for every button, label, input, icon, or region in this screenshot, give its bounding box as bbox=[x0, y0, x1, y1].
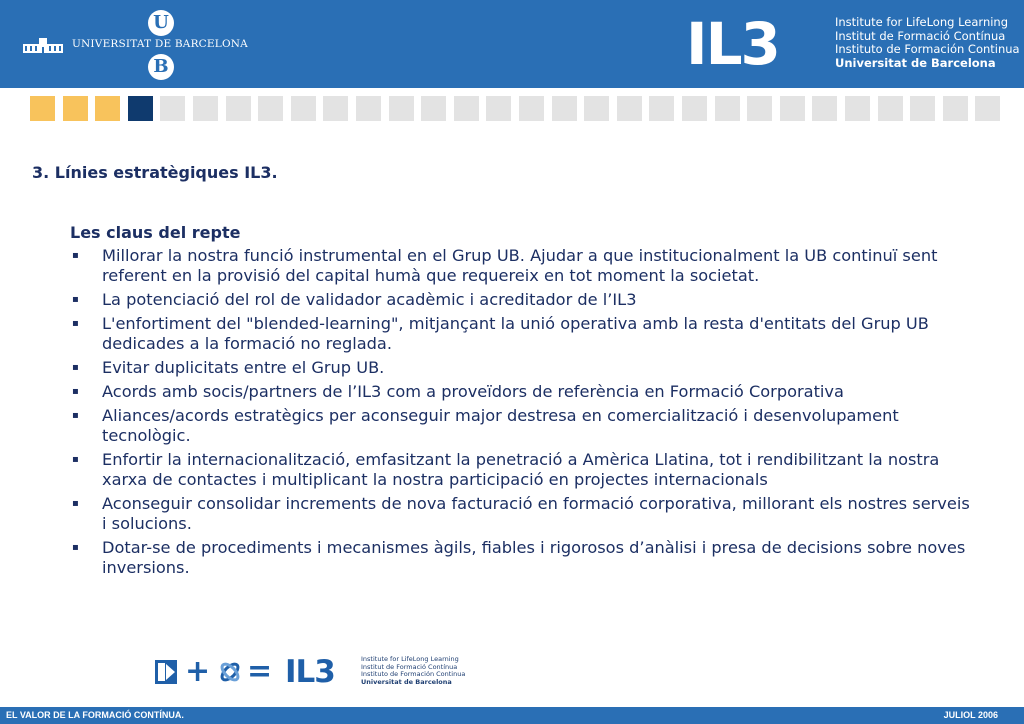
strip-square bbox=[128, 96, 153, 121]
virtual-logo-icon bbox=[217, 658, 243, 686]
il3-small-logo: IL3 bbox=[285, 654, 335, 690]
strip-square bbox=[30, 96, 55, 121]
list-item bbox=[70, 450, 970, 490]
il3-small-line: Institute for LifeLong Learning bbox=[361, 655, 459, 663]
il3-logo: IL3 bbox=[686, 10, 779, 78]
list-item bbox=[70, 406, 970, 446]
strip-square bbox=[193, 96, 218, 121]
bullet-icon: ▪ bbox=[72, 498, 79, 509]
list-item-text: Dotar-se de procediments i mecanismes àgils, fiables i rigorosos d’anàlisi i presa de decisions sobre noves inversions. bbox=[102, 538, 966, 577]
strip-square bbox=[291, 96, 316, 121]
il3-small-line: Universitat de Barcelona bbox=[361, 677, 452, 686]
list-item bbox=[70, 290, 970, 310]
strip-square bbox=[878, 96, 903, 121]
strip-square bbox=[617, 96, 642, 121]
bullet-icon: ▪ bbox=[72, 386, 79, 397]
list-item-text: Aliances/acords estratègics per aconseguir major destresa en comercialització i desenvolupament tecnològic. bbox=[102, 406, 899, 445]
strip-square bbox=[486, 96, 511, 121]
strip-square bbox=[519, 96, 544, 121]
ub-building-icon bbox=[22, 36, 64, 54]
footer-bar bbox=[0, 707, 1024, 724]
strip-square bbox=[943, 96, 968, 121]
strip-square bbox=[454, 96, 479, 121]
header-banner bbox=[0, 0, 1024, 88]
il3-small-line: Institut de Formació Contínua bbox=[361, 662, 458, 671]
bullet-icon: ▪ bbox=[72, 362, 79, 373]
il3-small-names bbox=[361, 656, 465, 686]
strip-square bbox=[552, 96, 577, 121]
list-item-text: Evitar duplicitats entre el Grup UB. bbox=[102, 358, 385, 377]
strip-square bbox=[812, 96, 837, 121]
equals-sign: = bbox=[247, 654, 273, 689]
strip-square bbox=[747, 96, 772, 121]
bullet-icon: ▪ bbox=[72, 410, 79, 421]
strip-square bbox=[682, 96, 707, 121]
list-item bbox=[70, 494, 970, 534]
list-item-text: L'enfortiment del "blended-learning", mitjançant la unió operativa amb la resta d'entitats del Grup UB dedicades a la formació no reglada. bbox=[102, 314, 929, 353]
strip-square bbox=[258, 96, 283, 121]
strip-square bbox=[845, 96, 870, 121]
bullet-list bbox=[70, 246, 970, 582]
il3-institute-names bbox=[835, 16, 1020, 70]
list-item-text: Aconseguir consolidar increments de nova facturació en formació corporativa, millorant els nostres serveis i solucions. bbox=[102, 494, 970, 533]
ub-mini-logo-icon bbox=[155, 660, 177, 684]
il3-line: Instituto de Formación Continua bbox=[835, 42, 1020, 56]
bullet-icon: ▪ bbox=[72, 250, 79, 261]
list-item bbox=[70, 382, 970, 402]
ub-letter-b: B bbox=[148, 54, 174, 80]
list-item bbox=[70, 246, 970, 286]
ub-logo bbox=[18, 8, 248, 80]
strip-square bbox=[226, 96, 251, 121]
ub-letter-u: U bbox=[148, 10, 174, 36]
strip-square bbox=[421, 96, 446, 121]
il3-small-line: Instituto de Formación Continua bbox=[361, 670, 466, 678]
strip-square bbox=[975, 96, 1000, 121]
bullet-icon: ▪ bbox=[72, 454, 79, 465]
bullet-icon: ▪ bbox=[72, 294, 79, 305]
strip-square bbox=[95, 96, 120, 121]
strip-square bbox=[160, 96, 185, 121]
strip-square bbox=[356, 96, 381, 121]
list-item bbox=[70, 538, 970, 578]
strip-square bbox=[584, 96, 609, 121]
strip-square bbox=[63, 96, 88, 121]
strip-square bbox=[780, 96, 805, 121]
section-subtitle: Les claus del repte bbox=[70, 223, 241, 242]
list-item-text: Acords amb socis/partners de l’IL3 com a proveïdors de referència en Formació Corporativa bbox=[102, 382, 844, 401]
ub-name: UNIVERSITAT DE BARCELONA bbox=[72, 38, 248, 50]
list-item-text: Millorar la nostra funció instrumental en el Grup UB. Ajudar a que institucionalment la UB continuï sent referent en la provisió del capital humà que requereix en tot moment la societat. bbox=[102, 246, 938, 285]
strip-square bbox=[323, 96, 348, 121]
list-item bbox=[70, 314, 970, 354]
list-item bbox=[70, 358, 970, 378]
il3-line: Institute for LifeLong Learning bbox=[835, 15, 1009, 29]
strip-square bbox=[715, 96, 740, 121]
strip-square bbox=[910, 96, 935, 121]
strip-square bbox=[649, 96, 674, 121]
list-item-text: Enfortir la internacionalització, emfasitzant la penetració a Amèrica Llatina, tot i rendibilitzant la nostra xarxa de contactes i multiplicant la nostra participació en projectes internacionals bbox=[102, 450, 940, 489]
strip-square bbox=[389, 96, 414, 121]
il3-line: Universitat de Barcelona bbox=[835, 55, 996, 70]
bullet-icon: ▪ bbox=[72, 318, 79, 329]
page-title: 3. Línies estratègiques IL3. bbox=[32, 163, 278, 182]
plus-sign: + bbox=[185, 654, 211, 689]
bullet-icon: ▪ bbox=[72, 542, 79, 553]
il3-line: Institut de Formació Contínua bbox=[835, 28, 1006, 43]
footer-date: JULIOL 2006 bbox=[943, 710, 998, 720]
footer-tagline: EL VALOR DE LA FORMACIÓ CONTÍNUA. bbox=[6, 710, 184, 720]
list-item-text: La potenciació del rol de validador acadèmic i acreditador de l’IL3 bbox=[102, 290, 637, 309]
